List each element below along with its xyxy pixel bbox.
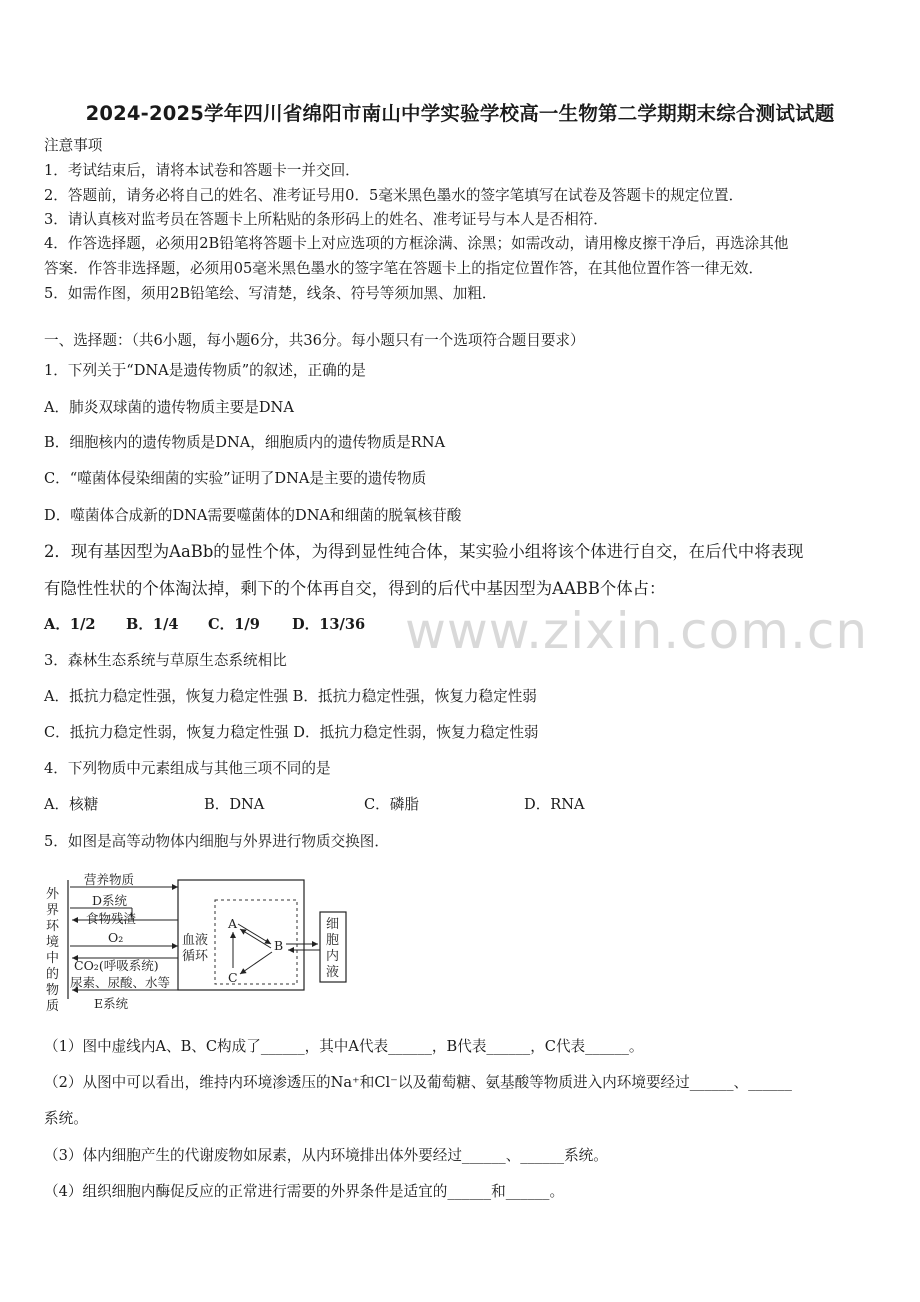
q2-stem-line2: 有隐性性状的个体淘汰掉，剩下的个体再自交，得到的后代中基因型为AABB个体占： xyxy=(44,579,666,598)
row-urea: 尿素、尿酸、水等 xyxy=(70,975,171,990)
left-label-0: 外 xyxy=(46,887,60,902)
blood-label-0: 血液 xyxy=(182,933,209,948)
cell-label-0: 细 xyxy=(326,917,340,932)
notice-item-4: 4．作答选择题，必须用2B铅笔将答题卡上对应选项的方框涂满、涂黑；如需改动，请用橡皮擦干净后，再选涂其他 xyxy=(44,235,789,252)
cell-label-3: 液 xyxy=(326,965,340,980)
left-label-4: 中 xyxy=(46,951,60,966)
row-d-system: D系统 xyxy=(92,893,128,908)
q1-stem: 1．下列关于“DNA是遗传物质”的叙述，正确的是 xyxy=(44,362,366,379)
q1-option-c: C．“噬菌体侵染细菌的实验”证明了DNA是主要的遗传物质 xyxy=(44,470,427,487)
q4-stem: 4．下列物质中元素组成与其他三项不同的是 xyxy=(44,760,331,777)
q2-option-a: A．1/2 xyxy=(44,616,96,633)
exchange-diagram xyxy=(40,862,360,1022)
left-label-3: 境 xyxy=(46,935,60,950)
row-o2: O₂ xyxy=(108,930,124,945)
left-label-1: 界 xyxy=(46,903,60,918)
q5-stem: 5．如图是高等动物体内细胞与外界进行物质交换图． xyxy=(44,833,389,850)
row-co2: CO₂(呼吸系统) xyxy=(74,958,159,973)
row-e-system: E系统 xyxy=(94,996,129,1011)
notice-item-4-cont: 答案．作答非选择题，必须用05毫米黑色墨水的签字笔在答题卡上的指定位置作答，在其他位置作答一律无效． xyxy=(44,260,764,277)
left-label-7: 质 xyxy=(46,999,60,1014)
node-c: C xyxy=(228,970,238,985)
q5-sub2-line1: （2）从图中可以看出，维持内环境渗透压的Na⁺和Cl⁻以及葡萄糖、氨基酸等物质进入内环境要经过______、______ xyxy=(44,1074,792,1091)
cell-label-2: 内 xyxy=(326,949,340,964)
page-title: 2024-2025学年四川省绵阳市南山中学实验学校高一生物第二学期期末综合测试试题 xyxy=(85,102,835,125)
q2-option-d: D．13/36 xyxy=(292,616,366,633)
blood-label-1: 循环 xyxy=(182,949,209,964)
row-nutrients: 营养物质 xyxy=(84,872,135,887)
notice-item-2: 2．答题前，请务必将自己的姓名、准考证号用0．5毫米黑色墨水的签字笔填写在试卷及答题卡的规定位置． xyxy=(44,187,744,204)
left-label-6: 物 xyxy=(46,983,60,998)
q5-sub2-line2: 系统。 xyxy=(44,1110,88,1127)
notice-heading: 注意事项 xyxy=(44,137,103,154)
notice-item-5: 5．如需作图，须用2B铅笔绘、写清楚，线条、符号等须加黑、加粗． xyxy=(44,285,497,302)
notice-item-1: 1．考试结束后，请将本试卷和答题卡一并交回． xyxy=(44,162,360,179)
q4-option-c: C．磷脂 xyxy=(364,796,419,813)
notice-item-3: 3．请认真核对监考员在答题卡上所粘贴的条形码上的姓名、准考证号与本人是否相符． xyxy=(44,211,608,228)
q4-option-d: D．RNA xyxy=(524,796,585,813)
row-food-residue: 食物残渣 xyxy=(86,911,137,926)
left-label-5: 的 xyxy=(46,967,60,982)
q2-option-b: B．1/4 xyxy=(126,616,179,633)
q2-stem-line1: 2．现有基因型为AaBb的显性个体，为得到显性纯合体，某实验小组将该个体进行自交，在后代中将表现 xyxy=(44,542,804,561)
q5-sub4: （4）组织细胞内酶促反应的正常进行需要的外界条件是适宜的______和______。 xyxy=(44,1183,565,1200)
cell-label-1: 胞 xyxy=(326,933,340,948)
q1-option-a: A．肺炎双球菌的遗传物质主要是DNA xyxy=(44,399,294,416)
q2-options xyxy=(44,615,365,635)
watermark: www.zixin.com.cn xyxy=(405,602,869,660)
q1-option-d: D．噬菌体合成新的DNA需要噬菌体的DNA和细菌的脱氧核苷酸 xyxy=(44,507,462,524)
q1-option-b: B．细胞核内的遗传物质是DNA，细胞质内的遗传物质是RNA xyxy=(44,434,446,451)
node-b: B xyxy=(274,938,284,953)
q4-option-b: B．DNA xyxy=(204,796,265,813)
q4-options xyxy=(44,795,585,815)
q3-stem: 3．森林生态系统与草原生态系统相比 xyxy=(44,652,287,669)
q3-options-cd: C．抵抗力稳定性弱，恢复力稳定性强 D．抵抗力稳定性弱，恢复力稳定性弱 xyxy=(44,724,539,741)
q2-option-c: C．1/9 xyxy=(208,616,260,633)
q4-option-a: A．核糖 xyxy=(44,796,99,813)
q3-options-ab: A．抵抗力稳定性强，恢复力稳定性强 B．抵抗力稳定性强，恢复力稳定性弱 xyxy=(44,688,537,705)
q5-sub1: （1）图中虚线内A、B、C构成了______，其中A代表______，B代表______，C代表______。 xyxy=(44,1038,644,1055)
left-label-2: 环 xyxy=(46,919,60,934)
node-a: A xyxy=(228,916,238,931)
section-heading: 一、选择题：（共6小题，每小题6分，共36分。每小题只有一个选项符合题目要求） xyxy=(44,332,585,349)
q5-sub3: （3）体内细胞产生的代谢废物如尿素，从内环境排出体外要经过______、______系统。 xyxy=(44,1147,608,1164)
